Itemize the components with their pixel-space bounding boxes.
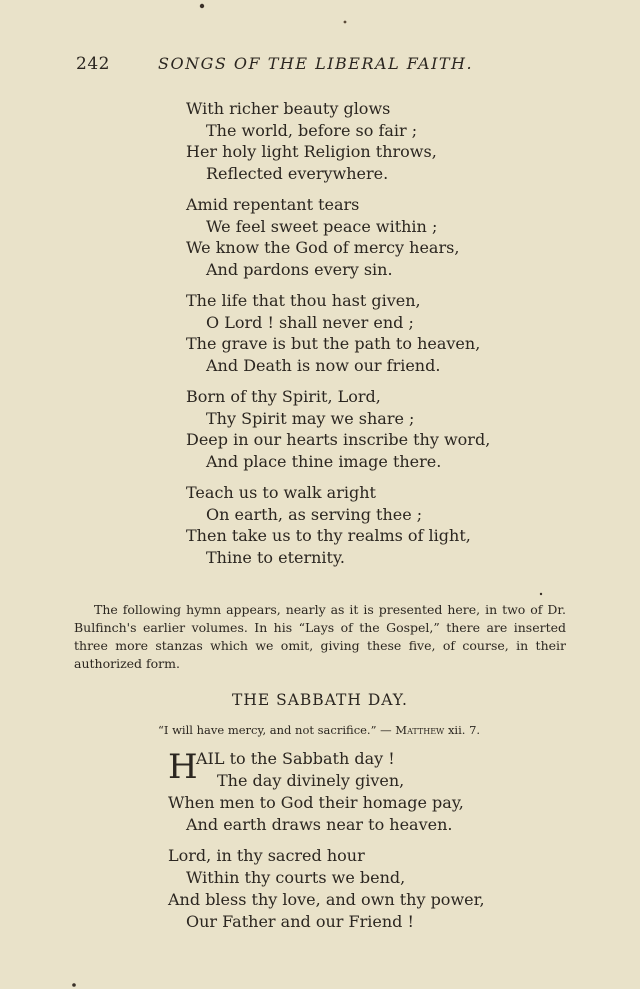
- hymn-line: Our Father and our Friend !: [186, 912, 414, 931]
- hymn-line: And earth draws near to heaven.: [186, 815, 453, 834]
- ink-speck: [344, 21, 347, 24]
- poem-line: Thy Spirit may we share ;: [206, 408, 415, 428]
- poem-line: With richer beauty glows: [186, 99, 391, 118]
- hymn-line: The day divinely given,: [217, 771, 405, 790]
- poem-line: Thine to eternity.: [206, 547, 345, 567]
- epigraph-source: Matthew: [395, 723, 445, 737]
- poem-line: The world, before so fair ;: [206, 120, 418, 140]
- epigraph-reference: xii. 7.: [447, 723, 481, 737]
- note-text: The following hymn appears, nearly as it is presented here, in two of Dr. Bulfinch's earlier volumes. In his “Lays of the Gospel,” there are inserted three more stanzas which we omit, giving these five, of course, in their authorized form.: [74, 602, 566, 671]
- poem-line: Teach us to walk aright: [186, 483, 376, 502]
- ink-speck: [540, 593, 542, 595]
- hymn-line: Lord, in thy sacred hour: [168, 846, 365, 865]
- poem-line: And Death is now our friend.: [206, 355, 441, 375]
- page-number: 242: [76, 54, 110, 74]
- ink-speck: [200, 4, 204, 8]
- poem-line: Reflected everywhere.: [206, 163, 389, 183]
- hymn-line: And bless thy love, and own thy power,: [168, 890, 485, 909]
- poem-line: The grave is but the path to heaven,: [186, 334, 481, 353]
- poem-line: Amid repentant tears: [186, 195, 360, 214]
- poem-line: O Lord ! shall never end ;: [206, 312, 414, 332]
- poem-line: Born of thy Spirit, Lord,: [186, 387, 381, 406]
- hymn-title: THE SABBATH DAY.: [232, 691, 408, 709]
- poem-line: And place thine image there.: [206, 451, 442, 471]
- poem-line: Deep in our hearts inscribe thy word,: [186, 430, 491, 449]
- ink-speck: [72, 983, 76, 987]
- poem-line: And pardons every sin.: [206, 259, 393, 279]
- running-title: SONGS OF THE LIBERAL FAITH.: [158, 54, 474, 73]
- hymn-line: AIL to the Sabbath day !: [196, 749, 395, 768]
- hymn-line: When men to God their homage pay,: [168, 793, 464, 812]
- poem-line: Then take us to thy realms of light,: [186, 526, 471, 545]
- hymn-line: Within thy courts we bend,: [186, 868, 406, 887]
- poem-line: On earth, as serving thee ;: [206, 504, 423, 524]
- epigraph-quote: “I will have mercy, and not sacrifice.” —: [158, 723, 392, 737]
- poem-line: We know the God of mercy hears,: [186, 238, 460, 257]
- drop-cap: H: [168, 747, 198, 787]
- poem-line: The life that thou hast given,: [186, 291, 421, 310]
- poem-line: We feel sweet peace within ;: [206, 216, 438, 236]
- poem-line: Her holy light Religion throws,: [186, 142, 437, 161]
